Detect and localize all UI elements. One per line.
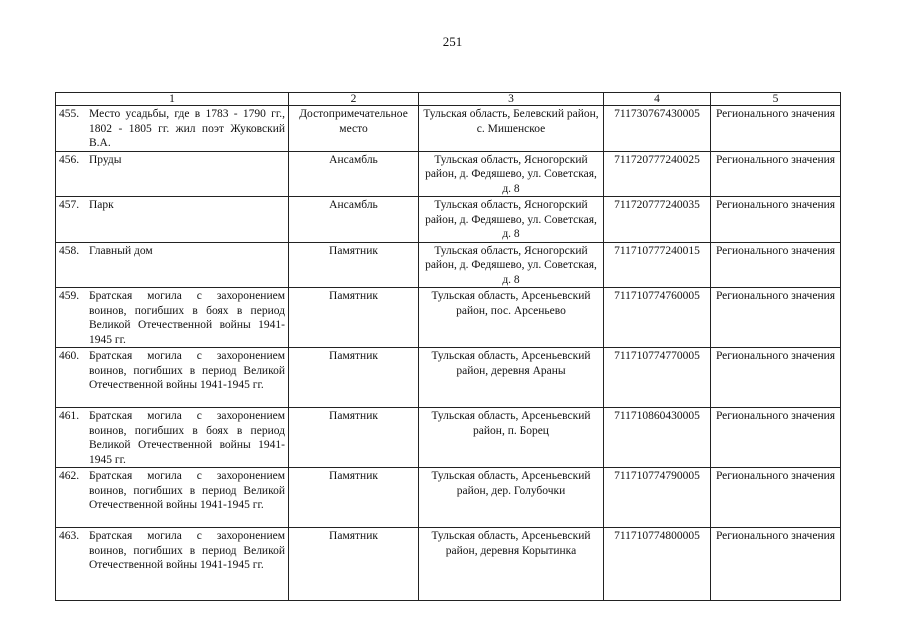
object-name: Главный дом — [89, 244, 153, 257]
object-significance: Регионального значения — [711, 151, 841, 197]
object-name: Пруды — [89, 153, 122, 166]
registry-code: 711720777240025 — [604, 151, 711, 197]
object-category: Ансамбль — [289, 151, 419, 197]
registry-code: 711710774790005 — [604, 468, 711, 528]
column-header-5: 5 — [711, 93, 841, 106]
table-header-row — [56, 93, 841, 106]
registry-code: 711710774800005 — [604, 528, 711, 601]
row-number: 455. — [59, 108, 80, 120]
object-name: Братская могила с захоронением воинов, погибших в период Великой Отечественной войны 1941-1945 гг. — [89, 530, 285, 571]
object-category: Ансамбль — [289, 197, 419, 243]
object-name-cell — [56, 348, 289, 408]
object-address: Тульская область, Арсеньевский район, п. Борец — [419, 408, 604, 468]
object-address: Тульская область, Арсеньевский район, деревня Корытинка — [419, 528, 604, 601]
registry-code: 711720777240035 — [604, 197, 711, 243]
registry-code: 711710774760005 — [604, 288, 711, 348]
table-row — [56, 151, 841, 197]
object-category: Памятник — [289, 288, 419, 348]
object-significance: Регионального значения — [711, 288, 841, 348]
object-name-cell — [56, 106, 289, 152]
registry-code: 711710860430005 — [604, 408, 711, 468]
row-number: 461. — [59, 410, 80, 422]
object-category: Достопримечательное место — [289, 106, 419, 152]
table-row — [56, 288, 841, 348]
object-significance: Регионального значения — [711, 106, 841, 152]
object-name-cell — [56, 408, 289, 468]
object-name-cell — [56, 197, 289, 243]
object-address: Тульская область, Ясногорский район, д. Федяшево, ул. Советская, д. 8 — [419, 151, 604, 197]
registry-code: 711710777240015 — [604, 242, 711, 288]
table-row — [56, 528, 841, 601]
registry-code: 711710774770005 — [604, 348, 711, 408]
object-category: Памятник — [289, 242, 419, 288]
column-header-4: 4 — [604, 93, 711, 106]
table-row — [56, 242, 841, 288]
registry-code: 711730767430005 — [604, 106, 711, 152]
table-row — [56, 468, 841, 528]
column-header-3: 3 — [419, 93, 604, 106]
object-name: Братская могила с захоронением воинов, погибших в период Великой Отечественной войны 1941-1945 гг. — [89, 470, 285, 511]
object-address: Тульская область, Белевский район, с. Мишенское — [419, 106, 604, 152]
object-category: Памятник — [289, 408, 419, 468]
object-name-cell — [56, 151, 289, 197]
object-address: Тульская область, Арсеньевский район, пос. Арсеньево — [419, 288, 604, 348]
table-row — [56, 408, 841, 468]
object-name: Место усадьбы, где в 1783 - 1790 гг., 1802 - 1805 гг. жил поэт Жуковский В.А. — [89, 108, 285, 149]
object-name-cell — [56, 288, 289, 348]
page-number: 251 — [442, 34, 463, 49]
table-row — [56, 348, 841, 408]
table-row — [56, 197, 841, 243]
column-header-2: 2 — [289, 93, 419, 106]
table-row — [56, 106, 841, 152]
object-name: Парк — [89, 199, 114, 211]
object-category: Памятник — [289, 468, 419, 528]
row-number: 460. — [59, 350, 80, 362]
object-significance: Регионального значения — [711, 408, 841, 468]
object-significance: Регионального значения — [711, 197, 841, 243]
object-address: Тульская область, Арсеньевский район, деревня Араны — [419, 348, 604, 408]
object-name-cell — [56, 528, 289, 601]
object-category: Памятник — [289, 348, 419, 408]
object-significance: Регионального значения — [711, 348, 841, 408]
object-significance: Регионального значения — [711, 528, 841, 601]
object-address: Тульская область, Ясногорский район, д. Федяшево, ул. Советская, д. 8 — [419, 242, 604, 288]
object-name: Братская могила с захоронением воинов, погибших в период Великой Отечественной войны 1941-1945 гг. — [89, 350, 285, 391]
heritage-registry-table — [55, 92, 841, 601]
column-header-1: 1 — [56, 93, 289, 106]
object-significance: Регионального значения — [711, 468, 841, 528]
row-number: 456. — [59, 153, 80, 166]
row-number: 459. — [59, 290, 80, 302]
object-name: Братская могила с захоронением воинов, погибших в боях в период Великой Отечественной войны 1941-1945 гг. — [89, 410, 285, 466]
object-category: Памятник — [289, 528, 419, 601]
row-number: 462. — [59, 470, 80, 482]
object-significance: Регионального значения — [711, 242, 841, 288]
object-address: Тульская область, Арсеньевский район, дер. Голубочки — [419, 468, 604, 528]
object-name: Братская могила с захоронением воинов, погибших в боях в период Великой Отечественной войны 1941-1945 гг. — [89, 290, 285, 346]
row-number: 457. — [59, 199, 80, 211]
row-number: 463. — [59, 530, 80, 542]
row-number: 458. — [59, 244, 80, 257]
object-name-cell — [56, 242, 289, 288]
object-address: Тульская область, Ясногорский район, д. Федяшево, ул. Советская, д. 8 — [419, 197, 604, 243]
object-name-cell — [56, 468, 289, 528]
